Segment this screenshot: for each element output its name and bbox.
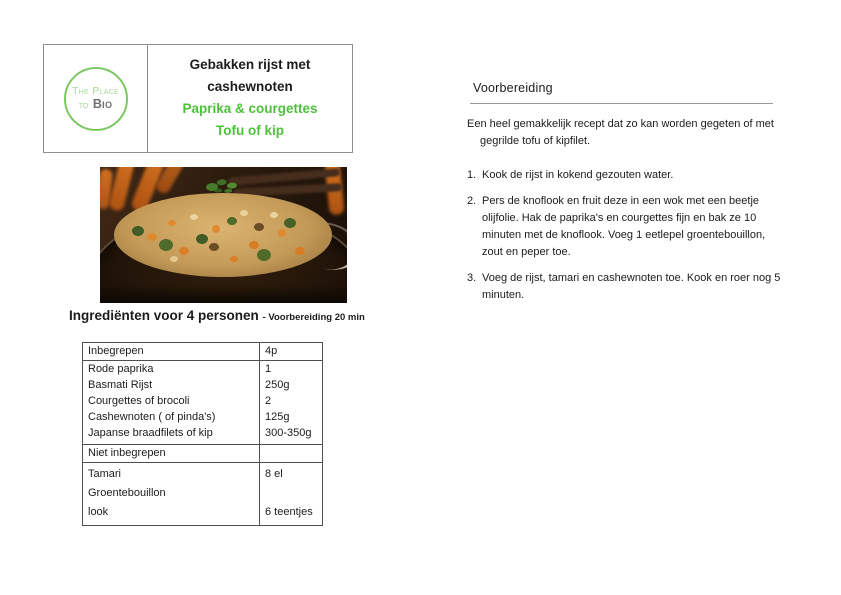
- recipe-subtitle-line2: Tofu of kip: [216, 123, 284, 138]
- recipe-header-card: [43, 44, 353, 153]
- table-row: [83, 410, 322, 426]
- table-row: [83, 426, 322, 442]
- table-header-value: [259, 445, 322, 462]
- parsley-garnish: [206, 183, 219, 192]
- ingredient-label: Tamari: [88, 468, 122, 480]
- recipe-photo: [100, 167, 347, 303]
- step-number: 2.: [467, 195, 477, 207]
- ingredient-label: Rode paprika: [88, 363, 154, 375]
- table-row: [83, 503, 322, 522]
- recipe-title-block: [148, 45, 352, 152]
- table-row: [83, 445, 322, 462]
- ingredient-value: 2: [265, 395, 272, 407]
- table-header-value: 4p: [265, 345, 278, 357]
- ingredient-value: 125g: [265, 411, 290, 423]
- table-section-not-included-header: [83, 445, 322, 463]
- the-place-to-bio-logo: [64, 67, 128, 131]
- table-row: [83, 343, 322, 360]
- ingredients-heading-suffix: - Voorbereiding 20 min: [262, 312, 365, 323]
- photo-shadow: [100, 285, 347, 303]
- table-row: [83, 394, 322, 410]
- recipe-title-line1: Gebakken rijst met: [189, 57, 311, 72]
- preparation-intro: Een heel gemakkelijk recept dat zo kan worden gegeten of met gegrilde tofu of kipfilet.: [467, 118, 774, 147]
- preparation-body: [467, 116, 785, 313]
- vegetable-bits: [114, 193, 332, 277]
- preparation-heading: Voorbereiding: [473, 81, 553, 95]
- ingredient-label: look: [88, 506, 109, 518]
- ingredients-heading: [69, 308, 365, 323]
- step-number: 3.: [467, 272, 477, 284]
- logo-text-line1: The Place: [71, 85, 120, 97]
- table-row: [83, 362, 322, 378]
- ingredient-value: 300-350g: [265, 427, 312, 439]
- table-row: [83, 484, 322, 503]
- ingredient-label: Groentebouillon: [88, 487, 166, 499]
- preparation-step: [467, 270, 785, 304]
- logo-cell: [44, 45, 148, 152]
- ingredients-table: [82, 342, 323, 526]
- ingredient-label: Cashewnoten ( of pinda's): [88, 411, 216, 423]
- ingredients-heading-main: Ingrediënten voor 4 personen: [69, 308, 259, 323]
- table-row: [83, 465, 322, 484]
- step-text: Pers de knoflook en fruit deze in een wok met een beetje olijfolie. Hak de paprika's en courgettes fijn en bak ze 10 minuten met de knoflook. Voeg 1 eetlepel groentebouillon, zout en peper toe.: [482, 195, 766, 258]
- step-text: Kook de rijst in kokend gezouten water.: [482, 169, 674, 181]
- ingredient-value: [259, 484, 322, 503]
- step-number: 1.: [467, 169, 477, 181]
- ingredient-value: 6 teentjes: [265, 506, 313, 518]
- recipe-subtitle-line1: Paprika & courgettes: [182, 101, 318, 116]
- recipe-title-line2: cashewnoten: [207, 79, 293, 94]
- logo-text-to: to: [78, 99, 89, 111]
- table-section-included-header: [83, 343, 322, 361]
- ingredient-value: 8 el: [265, 468, 283, 480]
- ingredient-label: Japanse braadfilets of kip: [88, 427, 213, 439]
- table-column-divider: [259, 343, 260, 525]
- logo-text-line2: [79, 97, 113, 112]
- ingredient-value: 250g: [265, 379, 290, 391]
- table-section-included: [83, 361, 322, 445]
- preparation-step: [467, 167, 785, 184]
- logo-text-bio: Bio: [92, 97, 113, 111]
- table-header-label: Inbegrepen: [88, 345, 144, 357]
- ingredient-label: Basmati Rijst: [88, 379, 153, 391]
- ingredient-value: 1: [265, 363, 272, 375]
- table-section-not-included: [83, 463, 322, 525]
- step-text: Voeg de rijst, tamari en cashewnoten toe. Kook en roer nog 5 minuten.: [482, 272, 781, 301]
- heading-underline: [470, 103, 773, 104]
- table-header-label: Niet inbegrepen: [88, 447, 166, 459]
- ingredient-label: Courgettes of brocoli: [88, 395, 190, 407]
- preparation-step: [467, 193, 785, 261]
- table-row: [83, 378, 322, 394]
